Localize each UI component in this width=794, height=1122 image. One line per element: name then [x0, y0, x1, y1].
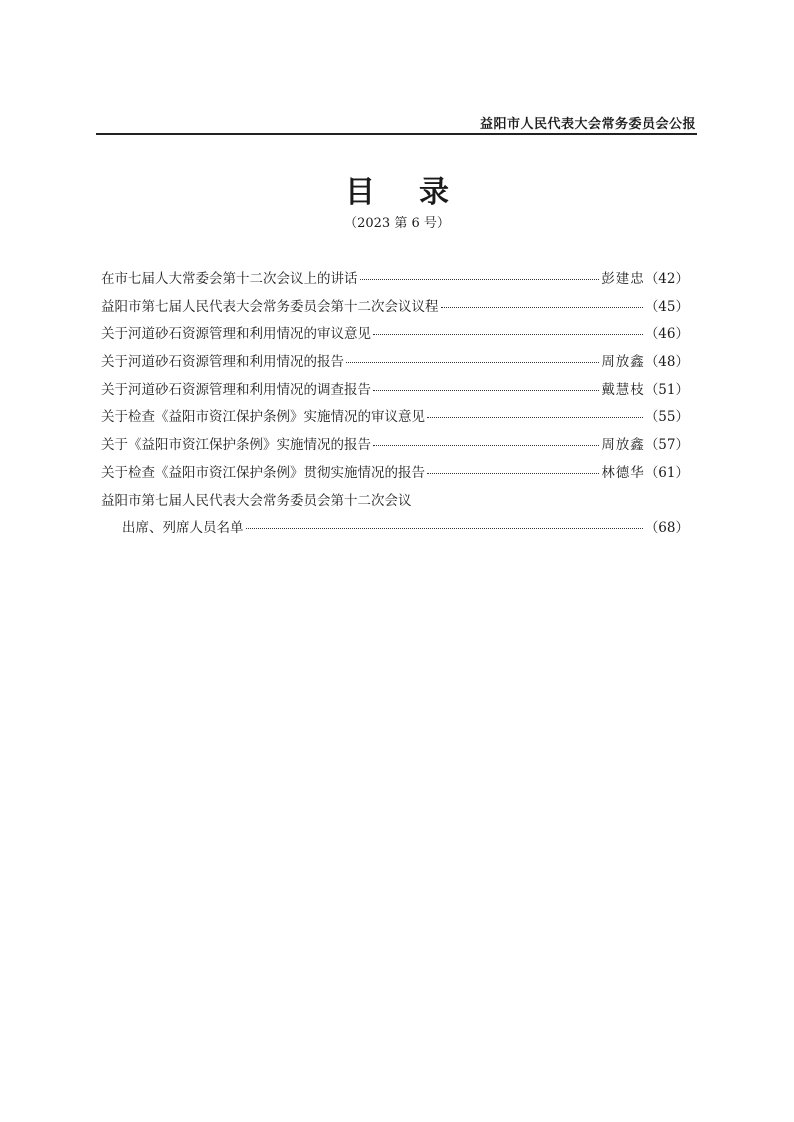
leader-dots [346, 362, 599, 363]
toc-entry[interactable] [101, 433, 689, 461]
leader-dots [373, 445, 599, 446]
leader-dots [427, 417, 643, 418]
toc-entry[interactable] [101, 295, 689, 323]
leader-dots [373, 390, 599, 391]
leader-dots [427, 473, 599, 474]
toc-entry-line-1 [101, 489, 689, 517]
toc-entry[interactable] [101, 378, 689, 406]
toc-entry-page: （42） [644, 271, 689, 287]
toc-entry-page: （61） [644, 464, 689, 481]
issue-number: （2023 第 6 号） [344, 216, 450, 231]
toc-entry-page: （45） [644, 298, 689, 315]
leader-dots [360, 279, 600, 280]
toc-entry-page: （68） [644, 520, 689, 537]
toc-entry-title: 在市七届人大常委会第十二次会议上的讲话 [101, 271, 358, 287]
toc-entry-author: 林德华 [601, 464, 645, 481]
toc-entry-title: 关于河道砂石资源管理和利用情况的审议意见 [101, 326, 371, 343]
toc-entry-author: 戴慧枝 [601, 381, 645, 398]
toc-entry-line-2 [101, 516, 689, 544]
leader-dots [246, 528, 643, 529]
toc-entry-title-line-1: 益阳市第七届人民代表大会常务委员会第十二次会议 [101, 492, 412, 509]
toc-entry-title: 关于《益阳市资江保护条例》实施情况的报告 [101, 437, 371, 454]
toc-entry-title: 益阳市第七届人民代表大会常务委员会第十二次会议议程 [101, 298, 439, 315]
toc-entry-page: （48） [644, 354, 689, 371]
toc-entry[interactable] [101, 322, 689, 350]
toc-entry-title-line-2: 出席、列席人员名单 [122, 520, 244, 537]
toc-entry-multiline[interactable] [101, 489, 689, 544]
toc-entry-page: （57） [644, 437, 689, 454]
toc-entry-page: （46） [644, 326, 689, 343]
toc-entry[interactable] [101, 461, 689, 489]
header-rule [96, 133, 697, 135]
toc-list [101, 267, 689, 544]
toc-title-char-1: 目 [345, 175, 375, 210]
toc-entry-author: 彭建忠 [601, 271, 645, 287]
toc-entry-page: （51） [644, 381, 689, 398]
toc-entry-author: 周放鑫 [601, 354, 645, 371]
toc-entry-title: 关于检查《益阳市资江保护条例》贯彻实施情况的报告 [101, 464, 425, 481]
toc-entry[interactable] [101, 405, 689, 433]
toc-entry-page: （55） [644, 409, 689, 426]
toc-entry-title: 关于河道砂石资源管理和利用情况的调查报告 [101, 381, 371, 398]
toc-title [0, 167, 794, 211]
toc-entry[interactable] [101, 350, 689, 378]
toc-entry-author: 周放鑫 [601, 437, 645, 454]
leader-dots [373, 334, 643, 335]
leader-dots [441, 307, 643, 308]
toc-entry-title: 关于检查《益阳市资江保护条例》实施情况的审议意见 [101, 409, 425, 426]
running-header: 益阳市人民代表大会常务委员会公报 [479, 117, 696, 132]
toc-entry-title: 关于河道砂石资源管理和利用情况的报告 [101, 354, 344, 371]
toc-entry[interactable] [101, 267, 689, 295]
toc-title-char-2: 录 [419, 175, 449, 210]
